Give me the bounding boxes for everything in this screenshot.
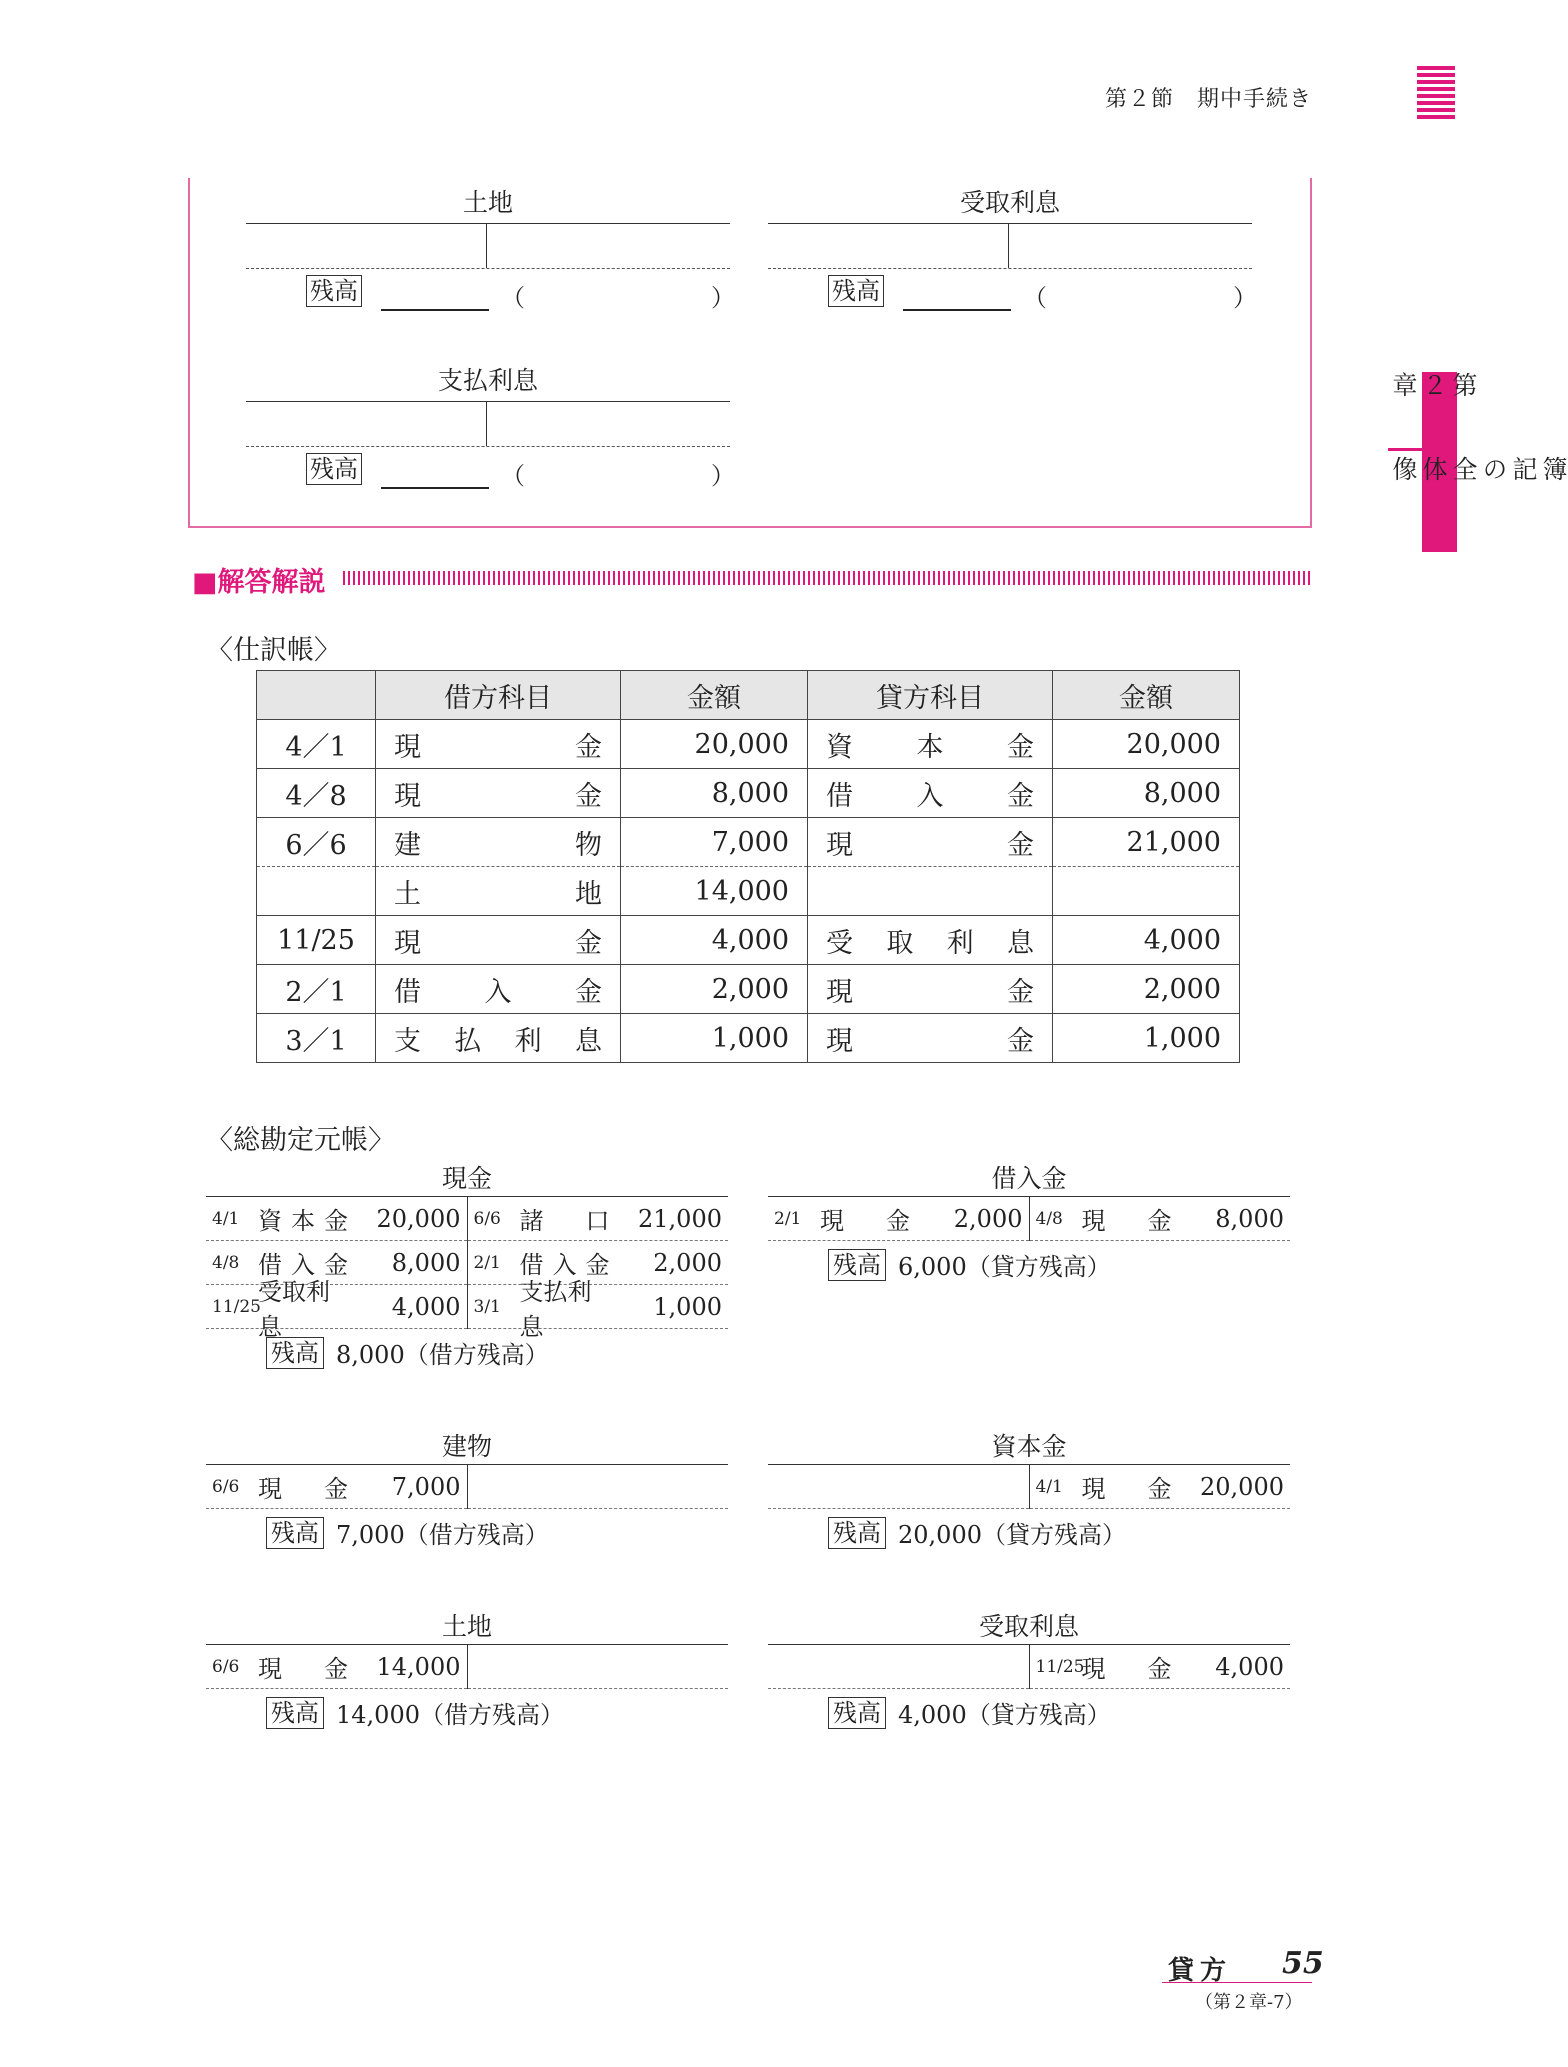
- running-header: 第２節 期中手続き: [1104, 87, 1312, 112]
- balance-label: 残高: [306, 453, 362, 485]
- ledger-entry: 2/1 借入金 2,000: [468, 1241, 729, 1285]
- ledger-entry: [768, 1645, 1029, 1689]
- footer-subpage: （第２章-7）: [1195, 1992, 1303, 2013]
- balance-label: 残高: [306, 275, 362, 307]
- question-account-land: [246, 183, 735, 312]
- balance-label: 残高: [828, 275, 884, 307]
- ledger-entry: 4/1 現金 20,000: [1030, 1465, 1291, 1509]
- ledger-entry: [768, 1465, 1029, 1509]
- chapter-tab-divider: [1388, 448, 1432, 451]
- page-number: 55: [1282, 1946, 1324, 1981]
- journal-title: 〈仕訳帳〉: [206, 635, 341, 666]
- ledger-account-loans: [768, 1162, 1290, 1282]
- ledger-title: 〈総勘定元帳〉: [206, 1125, 395, 1156]
- account-title: 資本金: [991, 1432, 1067, 1461]
- chapter-name: 簿記の全体像: [1389, 456, 1568, 481]
- table-row: 4／8 現金 8,000 借入金 8,000: [257, 769, 1240, 818]
- col-credit-account: 貸方科目: [808, 671, 1053, 720]
- account-title: 建物: [441, 1432, 492, 1461]
- journal-table: [256, 670, 1240, 1063]
- table-row: 11/25 現金 4,000 受取利息 4,000: [257, 916, 1240, 965]
- paren-open: （: [501, 284, 525, 312]
- account-title: 土地: [441, 1612, 492, 1641]
- balance-blank[interactable]: [381, 309, 489, 311]
- header-stripe-decoration: [1417, 66, 1455, 122]
- chapter-number: 第２章: [1389, 372, 1478, 397]
- ledger-entry: [468, 1465, 729, 1509]
- ledger-account-interest-received: [768, 1610, 1290, 1730]
- table-row: 土地 14,000: [257, 867, 1240, 916]
- col-debit-account: 借方科目: [376, 671, 621, 720]
- table-row: 6／6 建物 7,000 現金 21,000: [257, 818, 1240, 867]
- ledger-account-land: [206, 1610, 728, 1730]
- answer-heading: ■解答解説: [192, 567, 326, 598]
- paren-open: （: [501, 462, 525, 490]
- account-title: 支払利息: [437, 366, 538, 395]
- table-row: 3／1 支払利息 1,000 現金 1,000: [257, 1014, 1240, 1063]
- ledger-account-capital: [768, 1430, 1290, 1550]
- account-title: 受取利息: [978, 1612, 1079, 1641]
- question-account-interest-received: [768, 183, 1257, 312]
- ledger-entry: 2/1 現金 2,000: [768, 1197, 1029, 1241]
- ledger-account-building: [206, 1430, 728, 1550]
- ledger-entry: 6/6 現金 7,000: [206, 1465, 467, 1509]
- account-title: 借入金: [991, 1164, 1067, 1193]
- account-title: 受取利息: [959, 188, 1060, 217]
- ledger-entry: 4/1 資本金 20,000: [206, 1197, 467, 1241]
- paren-close: ）: [1233, 284, 1257, 312]
- ledger-entry: 4/8 借入金 8,000: [206, 1241, 467, 1285]
- ledger-balance: 残高 7,000（借方残高）: [266, 1515, 728, 1550]
- account-title: 土地: [462, 188, 513, 217]
- ledger-balance: 残高 4,000（貸方残高）: [828, 1695, 1290, 1730]
- footer-label: 貸方: [1168, 1956, 1233, 1986]
- ledger-entry: 11/25 受取利息 4,000: [206, 1285, 467, 1329]
- ledger-entry: 4/8 現金 8,000: [1030, 1197, 1291, 1241]
- table-row: 4／1 現金 20,000 資本金 20,000: [257, 720, 1240, 769]
- col-credit-amount: 金額: [1053, 671, 1240, 720]
- journal-header-row: [257, 671, 1240, 720]
- col-debit-amount: 金額: [621, 671, 808, 720]
- ledger-entry: 6/6 諸口 21,000: [468, 1197, 729, 1241]
- ledger-balance: 残高 20,000（貸方残高）: [828, 1515, 1290, 1550]
- balance-blank[interactable]: [381, 487, 489, 489]
- paren-open: （: [1023, 284, 1047, 312]
- footer-rule: [1162, 1982, 1312, 1983]
- ledger-account-cash: [206, 1162, 728, 1370]
- paren-close: ）: [711, 284, 735, 312]
- balance-blank[interactable]: [903, 309, 1011, 311]
- ledger-balance: 残高 6,000（貸方残高）: [828, 1247, 1290, 1282]
- question-account-interest-paid: [246, 361, 735, 490]
- heading-dotted-rule: [343, 571, 1310, 585]
- col-date: [257, 671, 376, 720]
- ledger-balance: 残高 14,000（借方残高）: [266, 1695, 728, 1730]
- paren-close: ）: [711, 462, 735, 490]
- ledger-entry: 3/1 支払利息 1,000: [468, 1285, 729, 1329]
- ledger-entry: 6/6 現金 14,000: [206, 1645, 467, 1689]
- account-title: 現金: [441, 1164, 492, 1193]
- ledger-entry: [468, 1645, 729, 1689]
- ledger-balance: 残高 8,000（借方残高）: [266, 1335, 728, 1370]
- table-row: 2／1 借入金 2,000 現金 2,000: [257, 965, 1240, 1014]
- ledger-entry: 11/25 現金 4,000: [1030, 1645, 1291, 1689]
